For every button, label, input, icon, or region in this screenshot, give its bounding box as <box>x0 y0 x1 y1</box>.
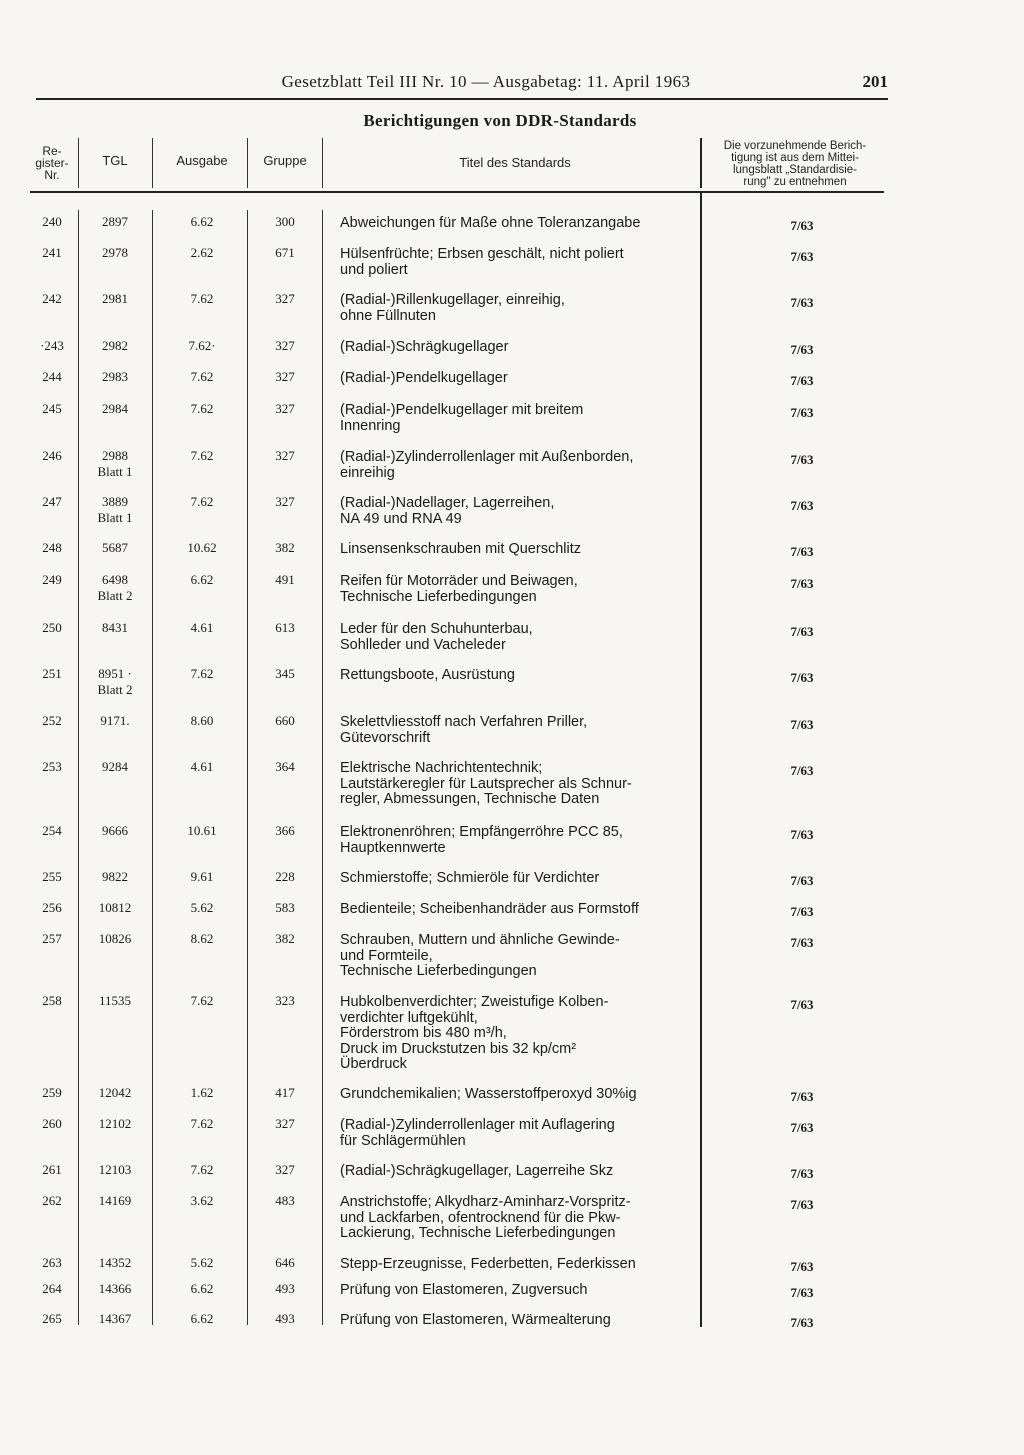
title-line: (Radial-)Pendelkugellager <box>340 370 508 386</box>
standard-title <box>340 216 695 232</box>
tgl-line: 2984 <box>102 401 128 416</box>
ausgabe: 8.62 <box>190 931 214 946</box>
column-header-gruppe: Gruppe <box>263 153 307 168</box>
tgl-number <box>82 823 148 839</box>
title-line: Elektronenröhren; Empfängerröhre PCC 85, <box>340 824 623 840</box>
gruppe: 327 <box>275 448 295 463</box>
tgl-number <box>82 931 148 947</box>
tgl-line: 14169 <box>98 1193 132 1208</box>
gruppe: 583 <box>275 900 295 915</box>
ausgabe: 7.62 <box>190 291 214 306</box>
tgl-number <box>82 993 148 1009</box>
register-nr: 254 <box>42 823 62 838</box>
gruppe: 327 <box>275 1116 295 1131</box>
register-nr: 255 <box>42 869 62 884</box>
gruppe: 613 <box>275 620 295 635</box>
tgl-line: 9666 <box>102 823 128 838</box>
tgl-number <box>82 1281 148 1297</box>
column-header-line: Die vorzunehmende Berich- <box>723 140 867 152</box>
title-line: Technische Lieferbedingungen <box>340 588 537 605</box>
gruppe: 483 <box>275 1193 295 1208</box>
berichtigung-ref: 7/63 <box>790 373 814 388</box>
title-line: Bedienteile; Scheibenhandräder aus Formstoff <box>340 901 639 917</box>
standard-title <box>340 403 695 434</box>
gruppe: 327 <box>275 401 295 416</box>
tgl-line: 2897 <box>102 214 128 229</box>
ausgabe: 7.62 <box>190 494 214 509</box>
title-line: (Radial-)Zylinderrollenlager mit Außenborden, <box>340 449 634 465</box>
title-line: (Radial-)Pendelkugellager mit breitem <box>340 402 584 418</box>
title-line: Stepp-Erzeugnisse, Federbetten, Federkissen <box>340 1256 636 1272</box>
gruppe: 382 <box>275 931 295 946</box>
column-header-tgl: TGL <box>102 153 128 168</box>
column-header-ausgabe: Ausgabe <box>176 153 228 168</box>
berichtigung-ref: 7/63 <box>790 1166 814 1181</box>
berichtigung-ref: 7/63 <box>790 1315 814 1330</box>
title-line: Überdruck <box>340 1056 407 1072</box>
title-line: und Lackfarben, ofentrocknend für die Pkw- <box>340 1209 621 1226</box>
ausgabe: 10.62 <box>187 540 217 555</box>
tgl-line: 5687 <box>102 540 128 555</box>
title-line: Druck im Druckstutzen bis 32 kp/cm² <box>340 1040 577 1057</box>
ausgabe: 7.62 <box>190 1116 214 1131</box>
standard-title <box>340 933 695 980</box>
berichtigung-ref: 7/63 <box>790 218 814 233</box>
register-nr: 252 <box>42 713 62 728</box>
ausgabe: 7.62 <box>190 993 214 1008</box>
tgl-line: 9284 <box>102 759 128 774</box>
tgl-line: 8431 <box>102 620 128 635</box>
standard-title <box>340 902 695 918</box>
tgl-number <box>82 494 148 526</box>
standard-title <box>340 871 695 887</box>
standard-title <box>340 1283 695 1299</box>
berichtigung-ref: 7/63 <box>790 670 814 685</box>
berichtigung-ref: 7/63 <box>790 249 814 264</box>
tgl-line: Blatt 2 <box>97 682 133 697</box>
gruppe: 491 <box>275 572 295 587</box>
tgl-number <box>82 1193 148 1209</box>
tgl-number <box>82 291 148 307</box>
register-nr: 259 <box>42 1085 62 1100</box>
column-header-line: tigung ist aus dem Mittei- <box>731 152 859 164</box>
ausgabe: 9.61 <box>190 869 214 884</box>
gruppe: 345 <box>275 666 295 681</box>
standard-title <box>340 995 695 1073</box>
tgl-line: 9822 <box>102 869 128 884</box>
register-nr: 260 <box>42 1116 62 1131</box>
ausgabe: 7.62 <box>190 448 214 463</box>
column-header-line: Re- <box>42 144 62 158</box>
ausgabe: 8.60 <box>190 713 214 728</box>
tgl-line: Blatt 2 <box>97 588 133 603</box>
tgl-line: 10812 <box>98 900 132 915</box>
register-nr: 258 <box>42 993 62 1008</box>
column-header-line: gister- <box>35 156 69 170</box>
register-nr: 265 <box>42 1311 62 1326</box>
register-nr: 264 <box>42 1281 62 1296</box>
standard-title <box>340 761 695 808</box>
berichtigung-ref: 7/63 <box>790 295 814 310</box>
title-line: für Schlägermühlen <box>340 1132 466 1149</box>
title-line: und Formteile, <box>340 947 433 964</box>
title-line: Lautstärkeregler für Lautsprecher als Schnur- <box>340 775 632 792</box>
tgl-number <box>82 1255 148 1271</box>
berichtigung-ref: 7/63 <box>790 1120 814 1135</box>
ausgabe: 7.62 <box>190 401 214 416</box>
register-nr: 250 <box>42 620 62 635</box>
ausgabe: 6.62 <box>190 1311 214 1326</box>
title-line: Schmierstoffe; Schmieröle für Verdichter <box>340 870 600 886</box>
tgl-line: 3889 <box>102 494 128 509</box>
gruppe: 364 <box>275 759 295 774</box>
register-nr: 240 <box>42 214 62 229</box>
register-nr: 262 <box>42 1193 62 1208</box>
ausgabe: 5.62 <box>190 900 214 915</box>
title-line: Schrauben, Muttern und ähnliche Gewinde- <box>340 932 620 948</box>
standard-title <box>340 1118 695 1149</box>
register-nr: 247 <box>42 494 62 509</box>
tgl-line: 6498 <box>102 572 128 587</box>
berichtigung-ref: 7/63 <box>790 873 814 888</box>
tgl-number <box>82 245 148 261</box>
berichtigung-ref: 7/63 <box>790 1089 814 1104</box>
tgl-line: 14367 <box>98 1311 132 1326</box>
gruppe: 493 <box>275 1281 295 1296</box>
tgl-line: 10826 <box>98 931 132 946</box>
tgl-number <box>82 214 148 230</box>
standard-title <box>340 715 695 746</box>
gruppe: 323 <box>275 993 295 1008</box>
register-nr: 263 <box>42 1255 62 1270</box>
gruppe: 382 <box>275 540 295 555</box>
register-nr: 244 <box>42 369 62 384</box>
title-line: regler, Abmessungen, Technische Daten <box>340 791 600 807</box>
tgl-line: Blatt 1 <box>97 510 133 525</box>
tgl-number <box>82 540 148 556</box>
gruppe: 660 <box>275 713 295 728</box>
title-line: (Radial-)Nadellager, Lagerreihen, <box>340 495 555 511</box>
publication-title: Gesetzblatt Teil III Nr. 10 — Ausgabetag: 11. April 1963 <box>281 72 691 91</box>
title-line: und poliert <box>340 261 408 278</box>
berichtigung-ref: 7/63 <box>790 763 814 778</box>
standard-title <box>340 450 695 481</box>
title-line: Skelettvliesstoff nach Verfahren Priller, <box>340 714 588 730</box>
title-line: einreihig <box>340 464 395 481</box>
tgl-number <box>82 338 148 354</box>
title-line: Grundchemikalien; Wasserstoffperoxyd 30%ig <box>340 1086 637 1102</box>
tgl-line: 2978 <box>102 245 128 260</box>
gruppe: 366 <box>275 823 295 838</box>
berichtigung-ref: 7/63 <box>790 1259 814 1274</box>
berichtigung-ref: 7/63 <box>790 342 814 357</box>
register-nr: ·243 <box>40 338 64 353</box>
title-line: Lackierung, Technische Lieferbedingungen <box>340 1225 616 1241</box>
berichtigung-ref: 7/63 <box>790 1285 814 1300</box>
title-line: Innenring <box>340 417 401 434</box>
berichtigung-ref: 7/63 <box>790 405 814 420</box>
ausgabe: 7.62· <box>188 338 216 353</box>
title-line: Prüfung von Elastomeren, Wärmealterung <box>340 1312 611 1328</box>
register-nr: 246 <box>42 448 62 463</box>
column-header-line: Nr. <box>44 168 60 182</box>
title-line: (Radial-)Zylinderrollenlager mit Auflagering <box>340 1117 615 1133</box>
title-line: Leder für den Schuhunterbau, <box>340 621 533 637</box>
tgl-number <box>82 620 148 636</box>
tgl-line: 9171. <box>100 713 130 728</box>
tgl-number <box>82 572 148 604</box>
berichtigung-ref: 7/63 <box>790 717 814 732</box>
tgl-number <box>82 900 148 916</box>
title-line: NA 49 und RNA 49 <box>340 510 462 527</box>
ausgabe: 7.62 <box>190 1162 214 1177</box>
standard-title <box>340 1313 695 1329</box>
standard-title <box>340 1087 695 1103</box>
standard-title <box>340 1257 695 1273</box>
gruppe: 327 <box>275 369 295 384</box>
standard-title <box>340 371 695 387</box>
standard-title <box>340 542 695 558</box>
berichtigung-ref: 7/63 <box>790 997 814 1012</box>
tgl-number <box>82 1162 148 1178</box>
gruppe: 646 <box>275 1255 295 1270</box>
tgl-number <box>82 759 148 775</box>
column-header-titel: Titel des Standards <box>459 155 571 170</box>
tgl-line: 11535 <box>98 993 132 1008</box>
title-line: Rettungsboote, Ausrüstung <box>340 667 515 683</box>
register-nr: 248 <box>42 540 62 555</box>
standard-title <box>340 1164 695 1180</box>
standard-title <box>340 247 695 278</box>
standard-title <box>340 496 695 527</box>
tgl-number <box>82 1311 148 1327</box>
title-line: (Radial-)Rillenkugellager, einreihig, <box>340 292 565 308</box>
page-number: 201 <box>862 72 888 91</box>
standard-title <box>340 668 695 684</box>
ausgabe: 6.62 <box>190 572 214 587</box>
ausgabe: 2.62 <box>190 245 214 260</box>
standard-title <box>340 1195 695 1242</box>
title-line: Gütevorschrift <box>340 729 431 746</box>
berichtigung-ref: 7/63 <box>790 935 814 950</box>
section-title: Berichtigungen von DDR-Standards <box>363 111 637 130</box>
title-line: Linsensenkschrauben mit Querschlitz <box>340 541 581 557</box>
tgl-line: 2982 <box>102 338 128 353</box>
register-nr: 256 <box>42 900 62 915</box>
berichtigung-ref: 7/63 <box>790 624 814 639</box>
ausgabe: 1.62 <box>190 1085 214 1100</box>
title-line: (Radial-)Schrägkugellager <box>340 339 509 355</box>
tgl-line: 12103 <box>98 1162 132 1177</box>
standard-title <box>340 293 695 324</box>
register-nr: 251 <box>42 666 62 681</box>
title-line: ohne Füllnuten <box>340 307 436 324</box>
tgl-number <box>82 713 148 729</box>
title-line: Elektrische Nachrichtentechnik; <box>340 760 543 776</box>
tgl-line: 14352 <box>98 1255 132 1270</box>
gruppe: 300 <box>275 214 295 229</box>
register-nr: 253 <box>42 759 62 774</box>
berichtigung-ref: 7/63 <box>790 827 814 842</box>
ausgabe: 7.62 <box>190 666 214 681</box>
tgl-line: Blatt 1 <box>97 464 133 479</box>
ausgabe: 5.62 <box>190 1255 214 1270</box>
title-line: verdichter luftgekühlt, <box>340 1009 478 1026</box>
berichtigung-ref: 7/63 <box>790 1197 814 1212</box>
ausgabe: 4.61 <box>190 759 214 774</box>
column-header-line: lungsblatt „Standardisie- <box>732 164 857 176</box>
title-line: Hauptkennwerte <box>340 839 446 856</box>
ausgabe: 10.61 <box>187 823 217 838</box>
tgl-number <box>82 666 148 698</box>
title-line: Sohlleder und Vacheleder <box>340 636 506 653</box>
column-header-line: rung" zu entnehmen <box>743 176 847 188</box>
standard-title <box>340 340 695 356</box>
register-nr: 245 <box>42 401 62 416</box>
gruppe: 228 <box>275 869 295 884</box>
standard-title <box>340 825 695 856</box>
gruppe: 327 <box>275 338 295 353</box>
gruppe: 327 <box>275 1162 295 1177</box>
berichtigung-ref: 7/63 <box>790 452 814 467</box>
tgl-line: 12102 <box>98 1116 132 1131</box>
title-line: Förderstrom bis 480 m³/h, <box>340 1025 507 1041</box>
tgl-line: 2988 <box>102 448 128 463</box>
berichtigung-ref: 7/63 <box>790 904 814 919</box>
title-line: Abweichungen für Maße ohne Toleranzangabe <box>340 215 641 231</box>
register-nr: 242 <box>42 291 62 306</box>
gruppe: 671 <box>275 245 295 260</box>
ausgabe: 4.61 <box>190 620 214 635</box>
register-nr: 241 <box>42 245 62 260</box>
tgl-number <box>82 448 148 480</box>
standard-title <box>340 622 695 653</box>
berichtigung-ref: 7/63 <box>790 576 814 591</box>
tgl-number <box>82 1116 148 1132</box>
tgl-number <box>82 369 148 385</box>
standard-title <box>340 574 695 605</box>
title-line: Hubkolbenverdichter; Zweistufige Kolben- <box>340 994 609 1010</box>
gruppe: 493 <box>275 1311 295 1326</box>
title-line: Hülsenfrüchte; Erbsen geschält, nicht poliert <box>340 246 624 262</box>
title-line: (Radial-)Schrägkugellager, Lagerreihe Skz <box>340 1163 614 1179</box>
tgl-number <box>82 869 148 885</box>
tgl-line: 2981 <box>102 291 128 306</box>
tgl-number <box>82 1085 148 1101</box>
tgl-line: 12042 <box>98 1085 132 1100</box>
tgl-number <box>82 401 148 417</box>
tgl-line: 8951 · <box>98 666 132 681</box>
title-line: Technische Lieferbedingungen <box>340 963 537 979</box>
ausgabe: 7.62 <box>190 369 214 384</box>
gruppe: 327 <box>275 291 295 306</box>
register-nr: 249 <box>42 572 62 587</box>
berichtigung-ref: 7/63 <box>790 498 814 513</box>
tgl-line: 14366 <box>98 1281 132 1296</box>
gruppe: 327 <box>275 494 295 509</box>
title-line: Prüfung von Elastomeren, Zugversuch <box>340 1282 588 1298</box>
title-line: Anstrichstoffe; Alkydharz-Aminharz-Vorspritz- <box>340 1194 631 1210</box>
title-line: Reifen für Motorräder und Beiwagen, <box>340 573 578 589</box>
tgl-line: 2983 <box>102 369 128 384</box>
register-nr: 261 <box>42 1162 62 1177</box>
register-nr: 257 <box>42 931 62 946</box>
gruppe: 417 <box>275 1085 295 1100</box>
ausgabe: 6.62 <box>190 1281 214 1296</box>
berichtigung-ref: 7/63 <box>790 544 814 559</box>
ausgabe: 3.62 <box>190 1193 214 1208</box>
ausgabe: 6.62 <box>190 214 214 229</box>
